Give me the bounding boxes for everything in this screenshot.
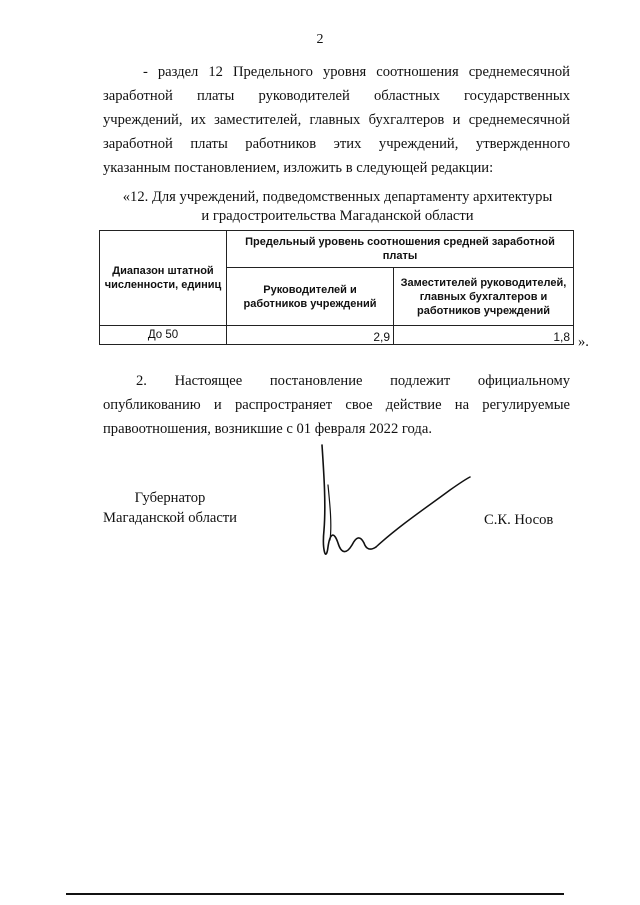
table-header-row bbox=[100, 231, 574, 268]
header-deputies: Заместителей руководителей, главных бухгалтеров и работников учреждений bbox=[394, 268, 574, 326]
amendment-paragraph: - раздел 12 Предельного уровня соотношения среднемесячной заработной платы руководителей областных государственных учреждений, их заместителей, главных бухгалтеров и среднемесячной заработной платы работников этих учреждений, утвержденного указанным постановлением, изложить в следующей редакции: bbox=[103, 64, 570, 176]
header-range: Диапазон штатной численности, единиц bbox=[100, 231, 227, 326]
section-title bbox=[80, 188, 595, 226]
section-title-line-2: и градостроительства Магаданской области bbox=[201, 208, 474, 224]
signatory-title-line-2: Магаданской области bbox=[103, 510, 237, 526]
footer-rule bbox=[66, 893, 564, 895]
signatory-title bbox=[100, 488, 240, 528]
header-ratio: Предельный уровень соотношения средней заработной платы bbox=[227, 231, 574, 268]
header-managers: Руководителей и работников учреждений bbox=[227, 268, 394, 326]
section-title-line-1: «12. Для учреждений, подведомственных департаменту архитектуры bbox=[122, 189, 553, 205]
publication-paragraph: 2. Настоящее постановление подлежит официальному опубликованию и распространяет свое действие на регулируемые правоотношения, возникшие с 01 февраля 2022 года. bbox=[103, 373, 570, 437]
cell-managers: 2,9 bbox=[227, 326, 394, 345]
handwritten-signature bbox=[300, 435, 500, 575]
table-row bbox=[100, 326, 574, 345]
closing-quote: ». bbox=[578, 334, 589, 350]
ratio-table bbox=[99, 230, 574, 345]
cell-deputies: 1,8 bbox=[394, 326, 574, 345]
page-number: 2 bbox=[316, 32, 324, 47]
signatory-name: С.К. Носов bbox=[484, 512, 554, 528]
cell-range: До 50 bbox=[100, 326, 227, 345]
signatory-title-line-1: Губернатор bbox=[134, 490, 206, 506]
